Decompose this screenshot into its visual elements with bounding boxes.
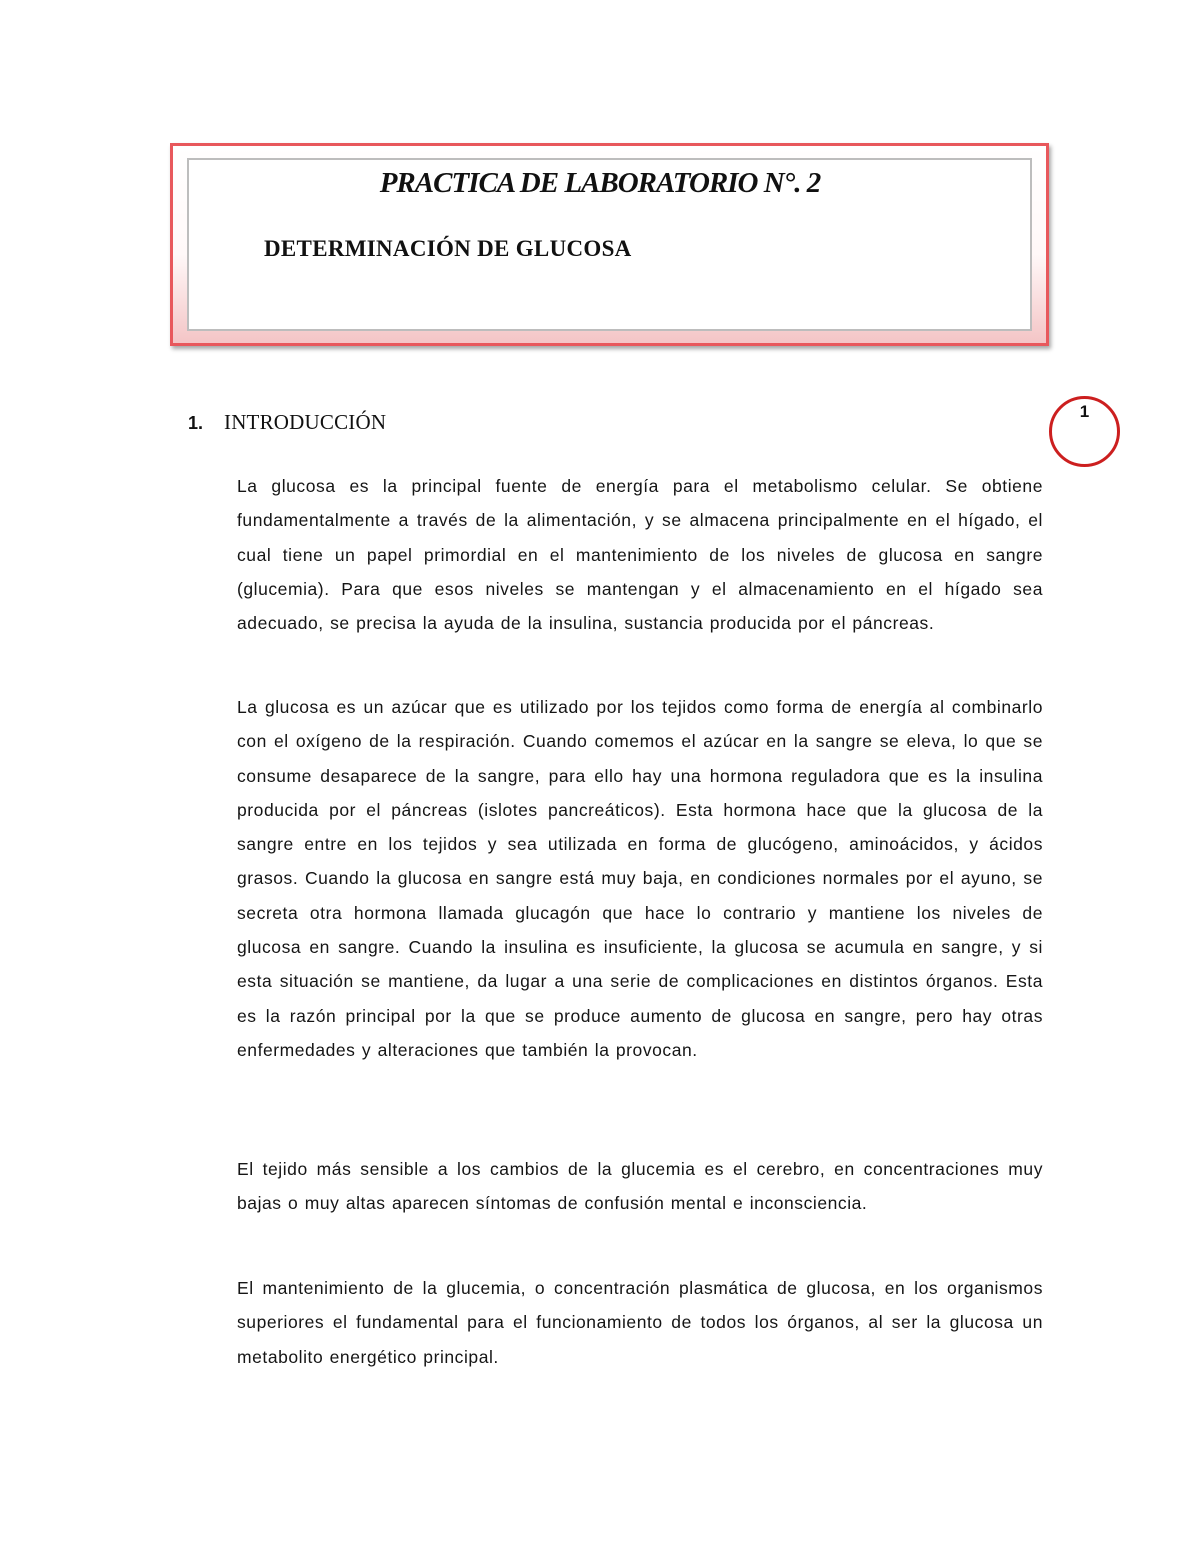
section-heading [188, 410, 386, 435]
paragraph-intro-2: La glucosa es un azúcar que es utilizado por los tejidos como forma de energía al combinarlo con el oxígeno de la respiración. Cuando comemos el azúcar en la sangre se eleva, lo que se consume desaparece de la sangre, para ello hay una hormona reguladora que es la insulina producida por el páncreas (islotes pancreáticos). Esta hormona hace que la glucosa de la sangre entre en los tejidos y sea utilizada en forma de glucógeno, aminoácidos, y ácidos grasos. Cuando la glucosa en sangre está muy baja, en condiciones normales por el ayuno, se secreta otra hormona llamada glucagón que hace lo contrario y mantiene los niveles de glucosa en sangre. Cuando la insulina es insuficiente, la glucosa se acumula en sangre, y si esta situación se mantiene, da lugar a una serie de complicaciones en distintos órganos. Esta es la razón principal por la que se produce aumento de glucosa en sangre, pero hay otras enfermedades y alteraciones que también la provocan. [237, 697, 1043, 1060]
section-title: INTRODUCCIÓN [224, 410, 387, 434]
paragraph-intro-1: La glucosa es la principal fuente de energía para el metabolismo celular. Se obtiene fundamentalmente a través de la alimentación, y se almacena principalmente en el hígado, el cual tiene un papel primordial en el mantenimiento de los niveles de glucosa en sangre (glucemia). Para que esos niveles se mantengan y el almacenamiento en el hígado sea adecuado, se precisa la ayuda de la insulina, sustancia producida por el páncreas. [237, 476, 1043, 634]
page-subtitle: DETERMINACIÓN DE GLUCOSA [264, 236, 632, 261]
section-number: 1. [188, 413, 204, 433]
page-number: 1 [1079, 402, 1090, 421]
paragraph-intro-3: El tejido más sensible a los cambios de la glucemia es el cerebro, en concentraciones muy bajas o muy altas aparecen síntomas de confusión mental e inconsciencia. [237, 1159, 1043, 1214]
paragraph-intro-4: El mantenimiento de la glucemia, o concentración plasmática de glucosa, en los organismos superiores el fundamental para el funcionamiento de todos los órganos, al ser la glucosa un metabolito energético principal. [237, 1278, 1043, 1367]
page-number-circle [1049, 396, 1120, 467]
page-title: PRACTICA DE LABORATORIO N°. 2 [379, 167, 821, 199]
